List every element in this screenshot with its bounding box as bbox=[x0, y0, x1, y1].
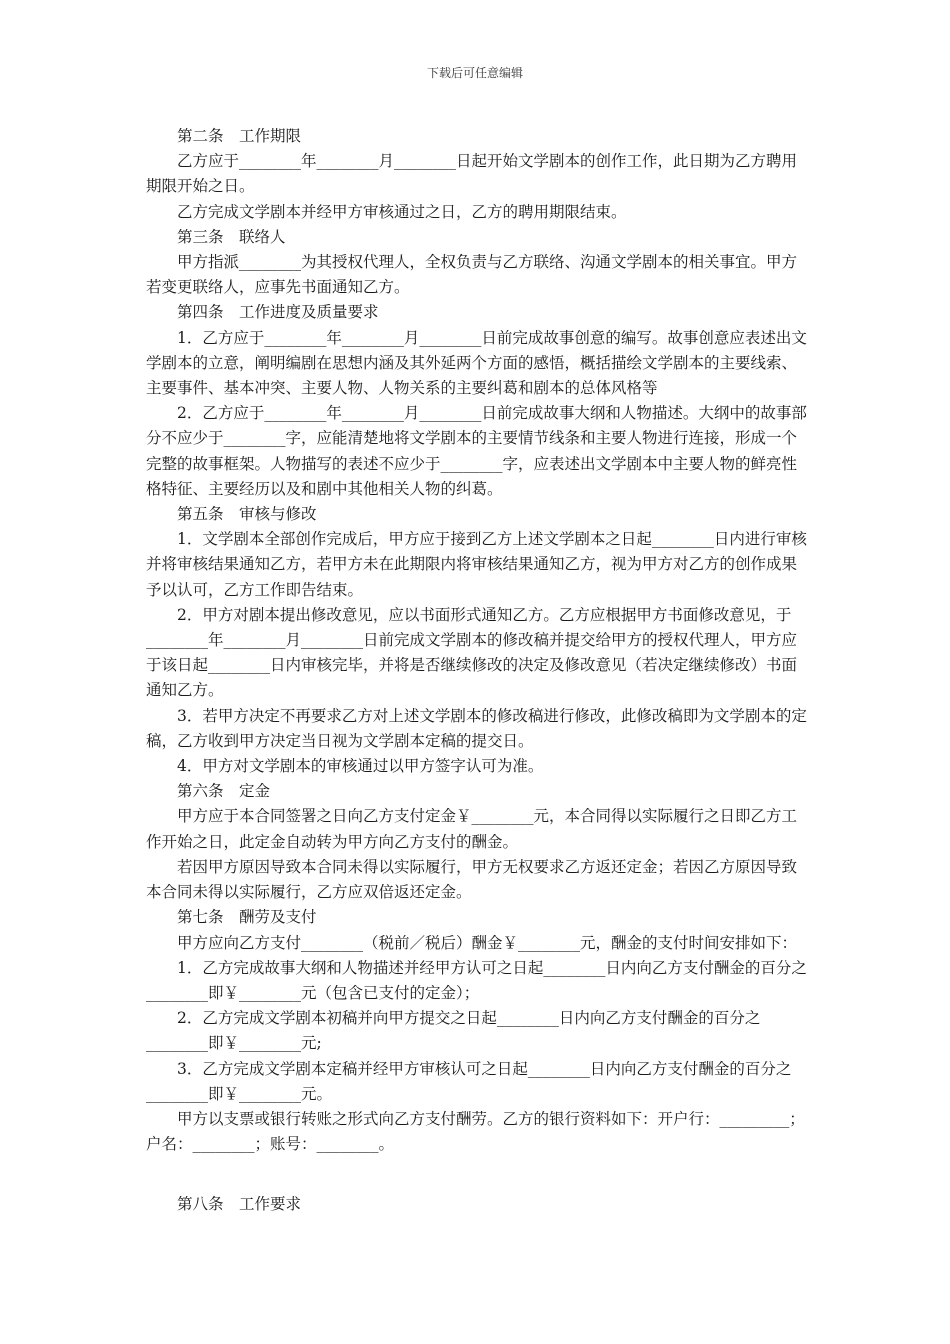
section-heading-7: 第七条 酬劳及支付 bbox=[177, 908, 317, 927]
paragraph: 甲方指派________为其授权代理人，全权负责与乙方联络、沟通文学剧本的相关事宜。甲方若变更联络人，应事先书面通知乙方。 bbox=[146, 253, 798, 297]
section-heading-5: 第五条 审核与修改 bbox=[177, 505, 317, 524]
paragraph: 2．乙方完成文学剧本初稿并向甲方提交之日起________日内向乙方支付酬金的百分之________即￥________元; bbox=[146, 1009, 761, 1053]
paragraph: 2．乙方应于________年________月________日前完成故事大纲和人物描述。大纲中的故事部分不应少于________字，应能清楚地将文学剧本的主要情节线条和主要人物进行连接，形成一个完整的故事框架。人物描写的表述不应少于________字，应表述出文学剧本中主要人物的鲜亮性格特征、主要经历以及和剧中其他相关人物的纠葛。 bbox=[146, 404, 807, 498]
paragraph: 3．若甲方决定不再要求乙方对上述文学剧本的修改稿进行修改，此修改稿即为文学剧本的定稿，乙方收到甲方决定当日视为文学剧本定稿的提交日。 bbox=[146, 706, 807, 750]
section-heading-8: 第八条 工作要求 bbox=[177, 1195, 302, 1213]
section-heading-4: 第四条 工作进度及质量要求 bbox=[177, 303, 379, 322]
section-heading-3: 第三条 联络人 bbox=[177, 227, 286, 246]
paragraph: 甲方以支票或银行转账之形式向乙方支付酬劳。乙方的银行资料如下：开户行：_________；户名：________；账号：________。 bbox=[146, 1109, 805, 1154]
paragraph: 乙方应于________年________月________日起开始文学剧本的创作工作，此日期为乙方聘用期限开始之日。 bbox=[146, 152, 798, 196]
paragraph: 1．乙方完成故事大纲和人物描述并经甲方认可之日起________日内向乙方支付酬金的百分之________即￥________元（包含已支付的定金）； bbox=[146, 958, 807, 1002]
paragraph: 1．文学剧本全部创作完成后，甲方应于接到乙方上述文学剧本之日起________日内进行审核并将审核结果通知乙方，若甲方未在此期限内将审核结果通知乙方，视为甲方对乙方的创作成果予以认可，乙方工作即告结束。 bbox=[146, 530, 807, 599]
paragraph: 甲方应向乙方支付________（税前／税后）酬金￥________元，酬金的支付时间安排如下： bbox=[177, 933, 798, 952]
paragraph: 1．乙方应于________年________月________日前完成故事创意的编写。故事创意应表述出文学剧本的立意，阐明编剧在思想内涵及其外延两个方面的感悟，概括描绘文学剧本的主要线索、主要事件、基本冲突、主要人物、人物关系的主要纠葛和剧本的总体风格等 bbox=[146, 328, 807, 398]
contract-body bbox=[146, 124, 812, 1213]
section-heading-6: 第六条 定金 bbox=[177, 782, 271, 801]
paragraph: 乙方完成文学剧本并经甲方审核通过之日，乙方的聘用期限结束。 bbox=[177, 202, 627, 221]
page-header-note: 下载后可任意编辑 bbox=[426, 66, 523, 80]
paragraph: 甲方应于本合同签署之日向乙方支付定金￥________元，本合同得以实际履行之日即乙方工作开始之日，此定金自动转为甲方向乙方支付的酬金。 bbox=[146, 807, 798, 851]
paragraph: 若因甲方原因导致本合同未得以实际履行，甲方无权要求乙方返还定金；若因乙方原因导致本合同未得以实际履行，乙方应双倍返还定金。 bbox=[146, 857, 798, 902]
paragraph: 4．甲方对文学剧本的审核通过以甲方签字认可为准。 bbox=[177, 757, 544, 776]
paragraph: 2．甲方对剧本提出修改意见，应以书面形式通知乙方。乙方应根据甲方书面修改意见，于________年________月________日前完成文学剧本的修改稿并提交给甲方的授权代理人，甲方应于该日起________日内审核完毕，并将是否继续修改的决定及修改意见（若决定继续修改）书面通知乙方。 bbox=[146, 605, 798, 700]
paragraph: 3．乙方完成文学剧本定稿并经甲方审核认可之日起________日内向乙方支付酬金的百分之________即￥________元。 bbox=[146, 1059, 792, 1103]
section-heading-2: 第二条 工作期限 bbox=[177, 127, 302, 145]
